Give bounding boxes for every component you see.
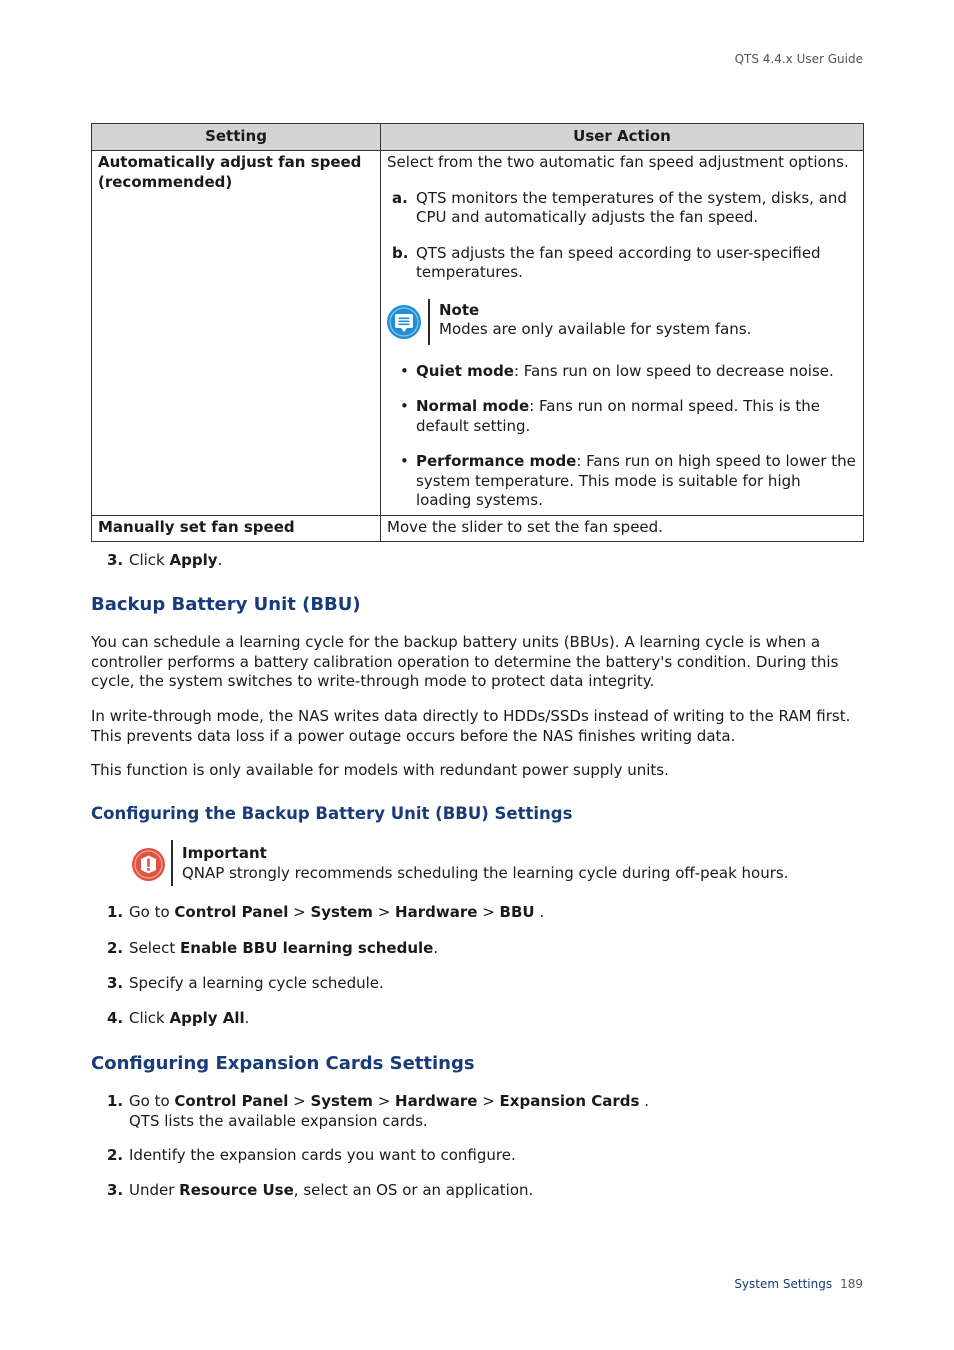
important-divider [171, 840, 173, 886]
note-body [439, 299, 751, 340]
paragraph: This function is only available for models with redundant power supply units. [91, 761, 669, 779]
step-item [107, 903, 544, 923]
path-separator: > [372, 1092, 396, 1110]
step-item [107, 1146, 516, 1166]
path-control-panel: Control Panel [174, 1092, 289, 1110]
section-heading-expansion-cards: Configuring Expansion Cards Settings [91, 1053, 475, 1074]
note-title: Note [439, 300, 480, 319]
setting-resource-use: Resource Use [179, 1181, 294, 1199]
step-text-suffix: . [217, 551, 223, 569]
setting-name: Automatically adjust fan speed (recommended) [98, 153, 362, 191]
mode-desc: : Fans run on normal speed. This is the default setting. [416, 397, 820, 435]
step-text [129, 551, 222, 571]
mode-name: Performance mode [416, 452, 577, 470]
step-number: 3. [107, 1181, 124, 1199]
step-number: 1. [107, 903, 124, 921]
important-body [182, 840, 788, 888]
option-label: b. [392, 243, 409, 262]
mode-item [387, 397, 857, 436]
step-text-prefix: Go to [129, 903, 175, 921]
step-item [107, 1181, 533, 1201]
step-number: 3. [107, 551, 124, 569]
step-text-suffix: . [244, 1009, 250, 1027]
table-row [92, 151, 864, 516]
option-text: QTS adjusts the fan speed according to user-specified temperatures. [416, 243, 821, 281]
mode-name: Quiet mode [416, 361, 514, 380]
step-text: Specify a learning cycle schedule. [129, 974, 384, 992]
subsection-heading-bbu-settings: Configuring the Backup Battery Unit (BBU) Settings [91, 804, 573, 823]
mode-text [416, 397, 857, 436]
step-number: 1. [107, 1092, 124, 1110]
bullet: • [400, 397, 409, 415]
exclamation-icon [132, 848, 165, 881]
button-label-apply-all: Apply All [169, 1009, 245, 1027]
path-expansion-cards: Expansion Cards [499, 1092, 640, 1110]
important-callout [132, 840, 788, 888]
column-header-setting: Setting [92, 124, 381, 151]
path-separator: > [477, 903, 500, 921]
step-item [107, 939, 438, 959]
step-text [129, 939, 438, 959]
path-separator: > [288, 1092, 311, 1110]
option-item [387, 244, 857, 283]
step-text [129, 1181, 533, 1201]
mode-name: Normal mode [416, 397, 530, 415]
step-text [129, 1009, 249, 1029]
step-text [129, 1092, 649, 1131]
step-number: 4. [107, 1009, 124, 1027]
note-icon-wrapper [387, 299, 428, 345]
step-text-prefix: Under [129, 1181, 180, 1199]
step-text [129, 903, 544, 923]
path-control-panel: Control Panel [174, 903, 289, 921]
step-text-suffix: . [639, 1092, 650, 1110]
note-divider [428, 299, 430, 345]
mode-desc: : Fans run on low speed to decrease noise. [513, 361, 834, 380]
step-result: QTS lists the available expansion cards. [129, 1111, 428, 1130]
bullet: • [400, 361, 409, 380]
option-text: QTS monitors the temperatures of the system, disks, and CPU and automatically adjusts the fan speed. [416, 188, 847, 226]
mode-text [416, 362, 834, 382]
paragraph: In write-through mode, the NAS writes data directly to HDDs/SSDs instead of writing to the RAM first. This prevents data loss if a power outage occurs before the NAS finishes writing data. [91, 707, 851, 745]
user-action-cell: Move the slider to set the fan speed. [381, 515, 864, 542]
path-separator: > [477, 1092, 500, 1110]
option-enable-bbu-schedule: Enable BBU learning schedule [180, 939, 434, 957]
step-item [107, 974, 384, 994]
important-icon-wrapper [132, 840, 171, 888]
path-bbu: BBU [499, 903, 535, 921]
note-text: Modes are only available for system fans. [439, 320, 752, 338]
step-text-suffix: . [534, 903, 545, 921]
path-system: System [310, 1092, 373, 1110]
path-separator: > [372, 903, 396, 921]
path-system: System [310, 903, 373, 921]
important-text: QNAP strongly recommends scheduling the learning cycle during off-peak hours. [182, 863, 789, 882]
path-hardware: Hardware [395, 903, 478, 921]
path-hardware: Hardware [395, 1092, 478, 1110]
step-number: 2. [107, 939, 124, 957]
mode-item [387, 362, 857, 382]
step-text-prefix: Click [129, 1009, 170, 1027]
page-number: 189 [840, 1277, 863, 1291]
step-item [107, 551, 222, 571]
note-callout [387, 299, 857, 345]
section-heading-bbu: Backup Battery Unit (BBU) [91, 594, 361, 615]
action-intro: Select from the two automatic fan speed adjustment options. [387, 153, 849, 171]
footer-section-name: System Settings [734, 1277, 833, 1291]
user-action-cell [381, 151, 864, 516]
mode-item [387, 452, 857, 511]
step-text-prefix: Select [129, 939, 181, 957]
table-row [92, 515, 864, 542]
setting-cell [92, 515, 381, 542]
setting-cell [92, 151, 381, 516]
path-separator: > [288, 903, 311, 921]
setting-name: Manually set fan speed [98, 517, 295, 536]
mode-text [416, 452, 857, 511]
step-text-suffix: . [433, 939, 439, 957]
page-footer [734, 1275, 863, 1295]
step-text-suffix: , select an OS or an application. [293, 1181, 534, 1199]
mode-desc: : Fans run on high speed to lower the system temperature. This mode is suitable for high loading systems. [416, 452, 856, 509]
step-text-prefix: Go to [129, 1092, 175, 1110]
step-text-prefix: Click [129, 551, 170, 569]
option-item [387, 189, 857, 228]
step-bold-apply: Apply [169, 551, 218, 569]
table-header-row [92, 124, 864, 151]
fan-settings-table [91, 123, 864, 542]
option-label: a. [392, 188, 408, 207]
step-text: Identify the expansion cards you want to configure. [129, 1146, 516, 1164]
paragraph: You can schedule a learning cycle for the backup battery units (BBUs). A learning cycle is when a controller performs a battery calibration operation to determine the battery's condition. During this cycle, the system switches to write-through mode to protect data integrity. [91, 633, 839, 690]
step-item [107, 1092, 649, 1131]
step-item [107, 1009, 249, 1029]
step-number: 2. [107, 1146, 124, 1164]
important-title: Important [182, 844, 267, 862]
column-header-user-action: User Action [381, 124, 864, 151]
step-number: 3. [107, 974, 124, 992]
bullet: • [400, 452, 409, 470]
speech-bubble-icon [387, 305, 421, 339]
running-header: QTS 4.4.x User Guide [734, 52, 863, 66]
